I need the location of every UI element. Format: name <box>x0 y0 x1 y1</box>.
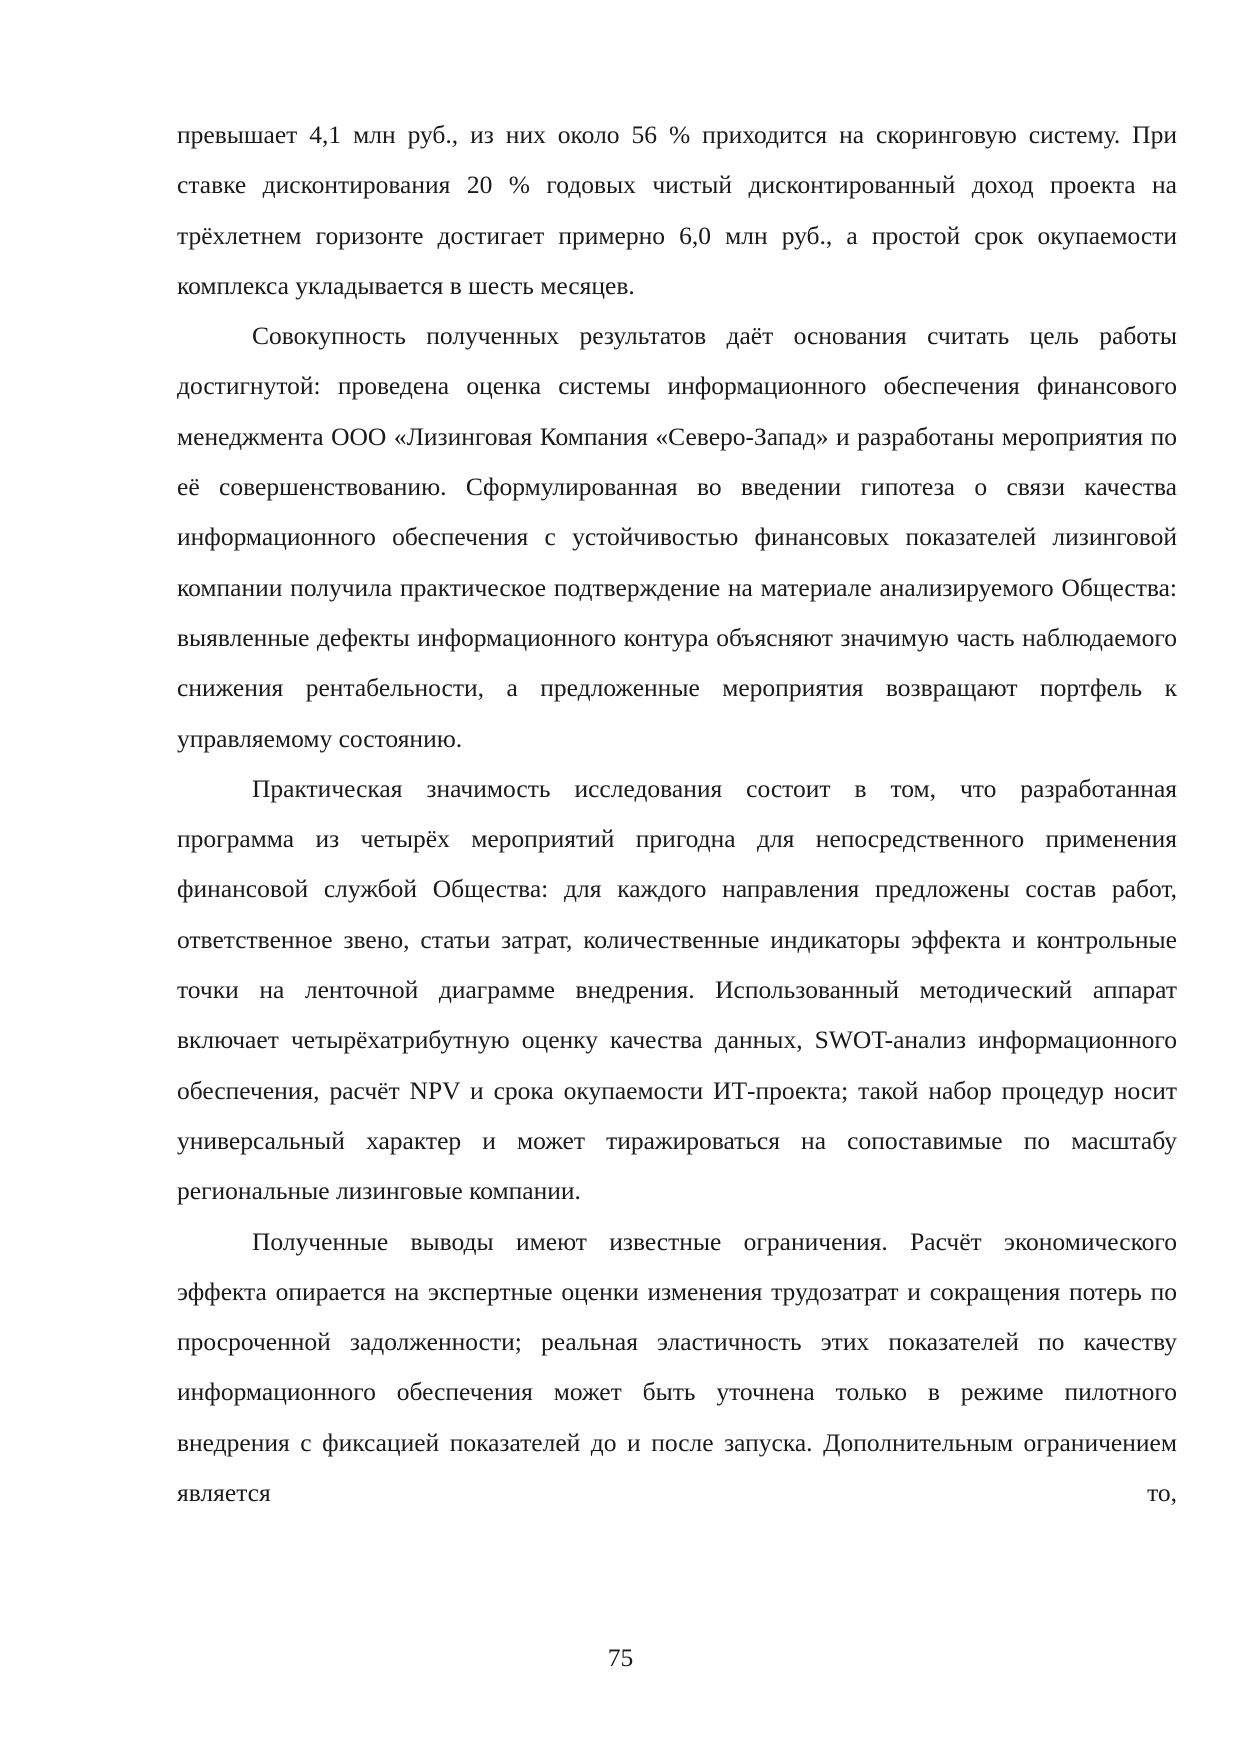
paragraph-3: Практическая значимость исследования состоит в том, что разработанная программа из четырёх мероприятий пригодна для непосредственного применения финансовой службой Общества: для каждого направления предложены состав работ, ответственное звено, статьи затрат, количественные индикаторы эффекта и контрольные точки на ленточной диаграмме внедрения. Использованный методический аппарат включает четырёхатрибутную оценку качества данных, SWOT-анализ информационного обеспечения, расчёт NPV и срока окупаемости ИТ-проекта; такой набор процедур носит универсальный характер и может тиражироваться на сопоставимые по масштабу региональные лизинговые компании. <box>177 773 1177 1206</box>
paragraph-4: Полученные выводы имеют известные ограничения. Расчёт экономического эффекта опирается на экспертные оценки изменения трудозатрат и сокращения потерь по просроченной задолженности; реальная эластичность этих показателей по качеству информационного обеспечения может быть уточнена только в режиме пилотного внедрения с фиксацией показателей до и после запуска. Дополнительным ограничением является то, <box>177 1226 1177 1508</box>
paragraph-1: превышает 4,1 млн руб., из них около 56 % приходится на скоринговую систему. При ставке дисконтирования 20 % годовых чистый дисконтированный доход проекта на трёхлетнем горизонте достигает примерно 6,0 млн руб., а простой срок окупаемости комплекса укладывается в шесть месяцев. <box>177 120 1177 300</box>
page-number: 75 <box>607 1643 634 1672</box>
paragraph-2: Совокупность полученных результатов даёт основания считать цель работы достигнутой: проведена оценка системы информационного обеспечения финансового менеджмента ООО «Лизинговая Компания «Северо-Запад» и разработаны мероприятия по её совершенствованию. Сформулированная во введении гипотеза о связи качества информационного обеспечения с устойчивостью финансовых показателей лизинговой компании получила практическое подтверждение на материале анализируемого Общества: выявленные дефекты информационного контура объясняют значимую часть наблюдаемого снижения рентабельности, а предложенные мероприятия возвращают портфель к управляемому состоянию. <box>177 321 1177 753</box>
body-text <box>177 110 1177 1518</box>
